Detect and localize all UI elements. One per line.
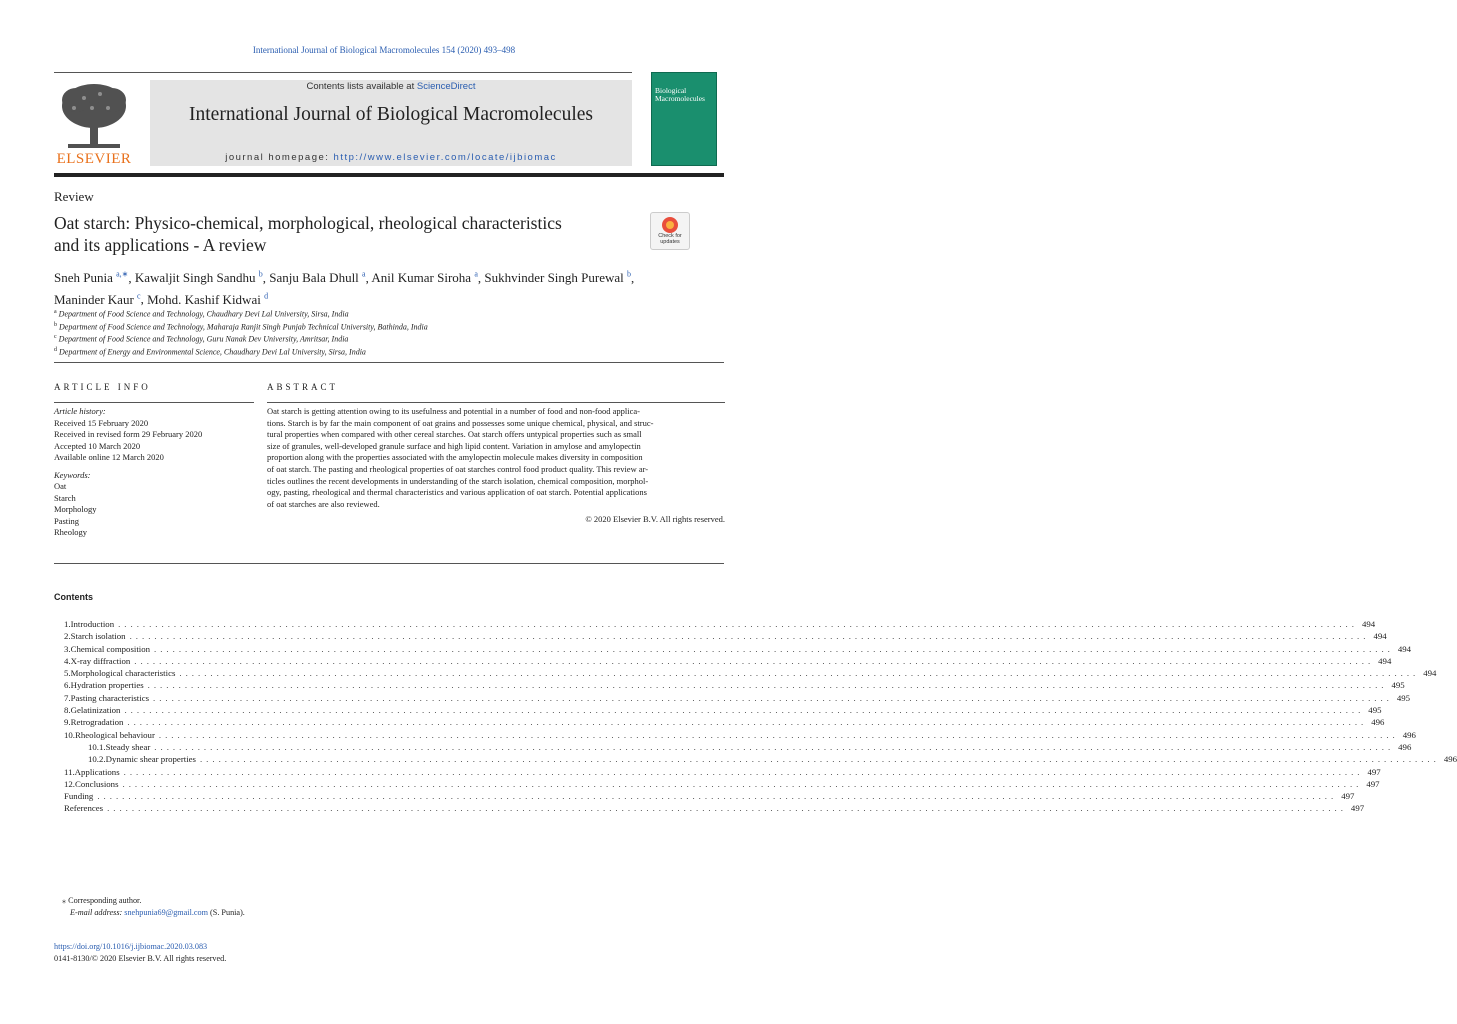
author-name[interactable] <box>484 270 631 285</box>
affiliation-mark: b <box>54 321 57 328</box>
author-name-text: Anil Kumar Siroha <box>371 270 472 286</box>
toc-entry[interactable] <box>54 729 1416 742</box>
author-affiliation-mark[interactable]: b <box>627 270 632 279</box>
author-name-text: Sneh Punia <box>54 270 113 286</box>
toc-title: Retrogradation <box>70 717 124 728</box>
toc-leader-dots: ........................................................................................................................................................................................................ <box>199 754 1440 765</box>
keyword-item[interactable]: Rheology <box>54 527 88 537</box>
author-email-link[interactable]: snehpunia69@gmail.com <box>124 907 208 917</box>
abstract-line: of oat starches are also reviewed. <box>267 498 380 509</box>
affiliation-item <box>54 307 724 320</box>
toc-entry[interactable] <box>54 643 1412 656</box>
article-title <box>54 212 624 256</box>
table-of-contents <box>54 619 1457 816</box>
author-name-text: Mohd. Kashif Kidwai <box>147 291 261 307</box>
toc-leader-dots: ........................................................................................................................................................................................................ <box>118 619 1358 629</box>
toc-leader-dots: ........................................................................................................................................................................................................ <box>154 643 1394 654</box>
affiliation-item <box>54 345 724 358</box>
toc-page-number: 494 <box>1373 631 1387 642</box>
toc-title: Starch isolation <box>70 631 126 642</box>
journal-homepage-line <box>150 152 632 163</box>
doi-link[interactable]: https://doi.org/10.1016/j.ijbiomac.2020.03.083 <box>54 942 208 951</box>
article-history <box>54 406 254 539</box>
journal-cover-title: Biological Macromolecules <box>655 86 705 103</box>
toc-page-number: 494 <box>1423 668 1437 679</box>
contents-available-line <box>150 81 632 92</box>
masthead-top-rule <box>54 72 632 73</box>
toc-leader-dots: ........................................................................................................................................................................................................ <box>97 791 1338 802</box>
author-affiliation-mark[interactable]: b <box>258 270 263 279</box>
author-name[interactable] <box>135 270 263 285</box>
journal-citation[interactable]: International Journal of Biological Macromolecules 154 (2020) 493–498 <box>252 45 516 55</box>
toc-number: 4. <box>64 655 71 666</box>
toc-leader-dots: ........................................................................................................................................................................................................ <box>158 729 1399 740</box>
contents-prefix: Contents lists available at <box>306 81 417 92</box>
affiliation-text: Department of Food Science and Technology, Guru Nanak Dev University, Amritsar, India <box>58 334 349 344</box>
toc-entry[interactable] <box>54 741 1412 754</box>
toc-entry[interactable] <box>54 668 1437 680</box>
keyword-item[interactable]: Pasting <box>54 515 80 526</box>
toc-page-number: 497 <box>1350 803 1365 814</box>
affiliation-mark: d <box>54 346 57 353</box>
abstract-copyright: © 2020 Elsevier B.V. All rights reserved. <box>585 514 725 525</box>
toc-leader-dots: ........................................................................................................................................................................................................ <box>134 655 1375 666</box>
keyword-item[interactable]: Starch <box>54 492 76 503</box>
history-item: Available online 12 March 2020 <box>54 452 164 462</box>
affiliation-item <box>54 320 724 333</box>
homepage-link[interactable]: http://www.elsevier.com/locate/ijbiomac <box>333 152 557 163</box>
toc-page-number: 494 <box>1397 643 1412 654</box>
toc-page-number: 494 <box>1378 655 1392 666</box>
contents-heading: Contents <box>54 592 93 602</box>
author-affiliation-mark[interactable]: a <box>474 270 478 279</box>
toc-title: Pasting characteristics <box>70 692 150 703</box>
toc-page-number: 495 <box>1368 705 1382 716</box>
toc-number: 3. <box>64 643 71 654</box>
toc-entry[interactable] <box>54 631 1387 643</box>
author-name-text: Sanju Bala Dhull <box>269 270 359 286</box>
toc-page-number: 496 <box>1402 729 1416 740</box>
history-item: Received in revised form 29 February 2020 <box>54 429 203 439</box>
toc-page-number: 496 <box>1398 741 1412 752</box>
toc-title: References <box>64 803 104 814</box>
toc-leader-dots: ........................................................................................................................................................................................................ <box>129 631 1370 642</box>
toc-entry[interactable] <box>54 717 1385 729</box>
abstract-rule <box>267 402 725 403</box>
toc-number: 9. <box>64 717 71 728</box>
author-affiliation-mark[interactable]: a <box>362 270 366 279</box>
toc-page-number: 495 <box>1396 692 1411 703</box>
article-info-heading: ARTICLE INFO <box>54 382 151 392</box>
toc-leader-dots: ........................................................................................................................................................................................................ <box>179 668 1420 679</box>
history-item: Received 15 February 2020 <box>54 417 149 428</box>
toc-entry[interactable] <box>54 778 1380 791</box>
toc-title: X-ray diffraction <box>70 655 131 666</box>
toc-number: 12. <box>64 778 75 789</box>
toc-page-number: 495 <box>1391 680 1405 691</box>
toc-entry[interactable] <box>54 791 1355 803</box>
toc-entry[interactable] <box>54 705 1382 717</box>
affiliation-mark: c <box>54 334 57 341</box>
corresponding-mark: ⁎ <box>62 896 67 905</box>
keywords-label: Keywords: <box>54 469 91 480</box>
doi-block <box>54 941 226 964</box>
toc-entry[interactable] <box>54 655 1392 668</box>
affiliation-text: Department of Energy and Environmental Science, Chaudhary Devi Lal University, Sirsa, India <box>59 347 366 357</box>
abstract-line: tions. Starch is by far the main component of oat grains and possesses some unique chemical, physical, and struc- <box>267 417 654 428</box>
author-list: Sneh Punia $^{a,∗}$, Kawaljit Singh Sandhu $^b$, Sanju Bala Dhull $^a$, Anil Kumar Siroha $^a$, Sukhvinder Singh Purewal $^b$, Maninder Kaur $^c$, Mohd. Kashif Kidwai $^d$ <box>54 270 635 307</box>
affiliation-mark: a <box>54 309 57 315</box>
toc-number: 11. <box>64 766 75 777</box>
affiliation-text: Department of Food Science and Technology, Maharaja Ranjit Singh Punjab Technical University, Bathinda, India <box>59 322 428 332</box>
abstract-line: ogy, pasting, rheological and thermal characteristics and various application of oat starch. Potential applications <box>267 487 647 498</box>
toc-leader-dots: ........................................................................................................................................................................................................ <box>127 717 1368 728</box>
crossmark-label: Check for updates <box>658 233 682 245</box>
toc-page-number: 497 <box>1367 766 1381 777</box>
abstract-heading: ABSTRACT <box>267 382 339 392</box>
keyword-item[interactable]: Oat <box>54 481 67 491</box>
affiliation-item <box>54 332 724 345</box>
author-name-text: Sukhvinder Singh Purewal <box>484 270 624 286</box>
affiliations <box>54 307 724 358</box>
toc-entry[interactable] <box>54 692 1411 705</box>
article-info-rule <box>54 402 254 403</box>
toc-number: 10.2. <box>88 754 106 765</box>
toc-entry[interactable] <box>54 803 1365 815</box>
toc-number: 8. <box>64 705 71 716</box>
abstract-line: ticles outlines the recent developments in understanding of the starch isolation, chemical composition, morphol- <box>267 475 649 486</box>
issn-copyright: 0141-8130/© 2020 Elsevier B.V. All rights reserved. <box>54 953 227 963</box>
affiliation-text: Department of Food Science and Technology, Chaudhary Devi Lal University, Sirsa, India <box>58 309 349 319</box>
toc-leader-dots: ........................................................................................................................................................................................................ <box>122 778 1363 789</box>
crossmark-icon <box>651 213 689 235</box>
toc-title: Applications <box>74 766 120 777</box>
author-name[interactable] <box>147 292 268 307</box>
toc-title: Rheological behaviour <box>75 729 155 740</box>
toc-leader-dots: ........................................................................................................................................................................................................ <box>123 766 1364 777</box>
toc-number: 10. <box>64 729 75 740</box>
author-name-text: Kawaljit Singh Sandhu <box>134 270 256 286</box>
toc-title: Morphological characteristics <box>70 668 176 679</box>
corresponding-label: Corresponding author. <box>68 896 142 905</box>
toc-title: Steady shear <box>105 741 151 752</box>
keyword-item[interactable]: Morphology <box>54 504 97 514</box>
abstract-line: of oat starch. The pasting and rheological properties of oat starches control food product quality. This review ar- <box>267 463 649 474</box>
toc-number: 10.1. <box>88 741 106 752</box>
toc-title: Hydration properties <box>70 680 144 691</box>
toc-number: 7. <box>64 692 71 703</box>
author-affiliation-mark[interactable]: a,∗ <box>116 270 129 279</box>
toc-number: 6. <box>64 680 71 691</box>
email-owner: (S. Punia). <box>210 907 245 917</box>
history-item: Accepted 10 March 2020 <box>54 440 141 451</box>
toc-title: Conclusions <box>75 778 119 789</box>
toc-page-number: 496 <box>1443 754 1457 765</box>
toc-leader-dots: ........................................................................................................................................................................................................ <box>153 692 1393 703</box>
toc-leader-dots: ........................................................................................................................................................................................................ <box>147 680 1388 691</box>
corresponding-author-note <box>62 895 245 918</box>
author-affiliation-mark[interactable]: c <box>137 291 141 301</box>
toc-title: Chemical composition <box>70 643 151 654</box>
homepage-prefix: journal homepage: <box>225 152 334 163</box>
abstract-line: Oat starch is getting attention owing to its usefulness and potential in a number of food and non-food applica- <box>267 406 640 416</box>
toc-entry[interactable] <box>54 680 1405 692</box>
toc-leader-dots: ........................................................................................................................................................................................................ <box>107 803 1347 814</box>
toc-entry[interactable] <box>54 754 1457 766</box>
history-label: Article history: <box>54 406 106 416</box>
author-name[interactable] <box>54 270 128 285</box>
email-label: E-mail address: <box>70 907 123 917</box>
toc-page-number: 496 <box>1371 717 1385 728</box>
toc-number: 1. <box>64 619 71 629</box>
toc-title: Dynamic shear properties <box>105 754 196 765</box>
author-name[interactable] <box>371 270 477 285</box>
toc-leader-dots: ........................................................................................................................................................................................................ <box>154 741 1395 752</box>
toc-number: 2. <box>64 631 71 642</box>
toc-entry[interactable] <box>54 619 1376 631</box>
sciencedirect-link[interactable]: ScienceDirect <box>416 81 476 92</box>
author-affiliation-mark[interactable]: d <box>264 291 269 301</box>
abstract-line: size of granules, well-developed granule surface and high lipid content. Variation in amylose and amylopectin <box>267 440 641 451</box>
elsevier-wordmark[interactable]: ELSEVIER <box>56 151 132 167</box>
toc-page-number: 494 <box>1361 619 1376 629</box>
author-name-text: Maninder Kaur <box>54 291 134 307</box>
article-type: Review <box>54 189 94 204</box>
abstract-line: proportion along with the properties associated with the amylopectin molecule makes diversity in composition <box>267 452 643 463</box>
toc-title: Funding <box>64 791 94 802</box>
toc-title: Introduction <box>70 619 115 629</box>
toc-entry[interactable] <box>54 766 1381 779</box>
toc-number: 5. <box>64 668 71 679</box>
toc-page-number: 497 <box>1341 791 1355 802</box>
abstract-body <box>267 406 725 526</box>
masthead-bottom-rule <box>54 173 724 177</box>
toc-page-number: 497 <box>1366 778 1380 789</box>
toc-leader-dots: ........................................................................................................................................................................................................ <box>124 705 1365 716</box>
article-title-line-2: and its applications - A review <box>54 235 267 255</box>
article-title-line-1: Oat starch: Physico-chemical, morphological, rheological characteristics <box>54 213 562 233</box>
journal-title: International Journal of Biological Macromolecules <box>189 104 593 125</box>
section-rule <box>54 362 724 363</box>
abstract-line: tural properties when compared with other cereal starches. Oat starch offers untypical properties such as small <box>267 429 642 440</box>
contents-rule <box>54 563 724 564</box>
toc-title: Gelatinization <box>70 705 121 716</box>
author-name[interactable] <box>269 270 365 285</box>
author-name[interactable] <box>54 292 141 307</box>
